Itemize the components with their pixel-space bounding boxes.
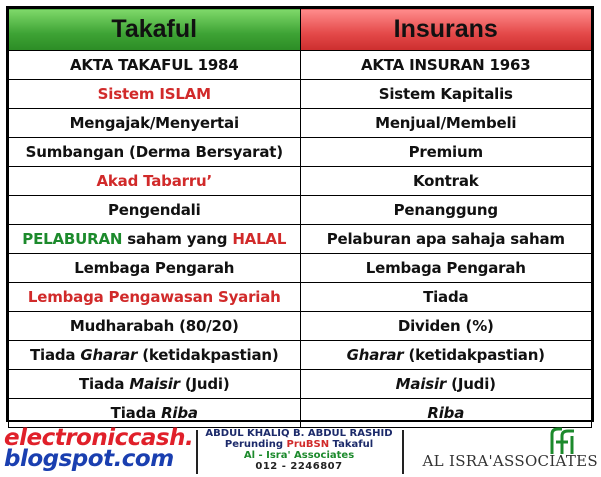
cell-text: Premium <box>408 143 483 161</box>
comparison-table <box>6 6 594 422</box>
cell-text: saham yang <box>122 230 233 248</box>
takaful-cell <box>9 138 301 167</box>
insurans-cell <box>300 167 592 196</box>
blog-url <box>4 425 194 474</box>
insurans-cell <box>300 312 592 341</box>
takaful-cell <box>9 196 301 225</box>
table-row <box>9 283 592 312</box>
cell-text: Maisir <box>129 375 180 393</box>
cell-text: Pengendali <box>107 201 201 219</box>
header-takaful: Takaful <box>9 9 301 51</box>
cell-text: Sistem ISLAM <box>97 85 211 103</box>
table-row <box>9 254 592 283</box>
table-body <box>9 51 592 428</box>
takaful-cell <box>9 341 301 370</box>
table-row <box>9 109 592 138</box>
cell-text: Lembaga Pengarah <box>365 259 526 277</box>
takaful-cell <box>9 80 301 109</box>
takaful-cell <box>9 254 301 283</box>
al-isra-logo-text: AL ISRA'ASSOCIATES <box>422 452 598 470</box>
table-row <box>9 370 592 399</box>
takaful-cell <box>9 370 301 399</box>
cell-text: PELABURAN <box>22 230 123 248</box>
cell-text: Gharar <box>80 346 138 364</box>
header-insurans: Insurans <box>300 9 592 51</box>
cell-text: Tiada <box>423 288 469 306</box>
cell-text: Dividen (%) <box>397 317 494 335</box>
header-row <box>9 9 592 51</box>
insurans-cell <box>300 196 592 225</box>
table-row <box>9 138 592 167</box>
cell-text: HALAL <box>232 230 287 248</box>
takaful-cell <box>9 225 301 254</box>
insurans-cell <box>300 283 592 312</box>
takaful-cell <box>9 283 301 312</box>
insurans-cell <box>300 51 592 80</box>
insurans-cell <box>300 109 592 138</box>
cell-text: Tiada <box>110 404 162 422</box>
insurans-cell <box>300 225 592 254</box>
agent-association: Al - Isra' Associates <box>243 450 355 461</box>
table-row <box>9 225 592 254</box>
blog-url-line1: electroniccash. <box>4 425 194 451</box>
cell-text: Penanggung <box>393 201 498 219</box>
blog-url-line2: blogspot.com <box>4 446 174 472</box>
table-row <box>9 312 592 341</box>
cell-text: Sumbangan (Derma Bersyarat) <box>25 143 283 161</box>
cell-text: AKTA INSURAN 1963 <box>360 56 531 74</box>
cell-text: Lembaga Pengarah <box>74 259 235 277</box>
takaful-cell <box>9 109 301 138</box>
agent-name: ABDUL KHALIQ B. ABDUL RASHID <box>205 428 393 439</box>
cell-text: (ketidakpastian) <box>403 346 545 364</box>
cell-text: Mengajak/Menyertai <box>69 114 239 132</box>
cell-text: Akad Tabarru’ <box>96 172 213 190</box>
table-row <box>9 341 592 370</box>
cell-text: Sistem Kapitalis <box>378 85 513 103</box>
table-row <box>9 51 592 80</box>
agent-role: Perunding PruBSN Takaful <box>224 439 374 450</box>
cell-text: Gharar <box>346 346 404 364</box>
cell-text: Mudharabah (80/20) <box>69 317 239 335</box>
table-row <box>9 196 592 225</box>
cell-text: AKTA TAKAFUL 1984 <box>69 56 239 74</box>
agent-brand: PruBSN <box>286 439 330 450</box>
insurans-cell <box>300 80 592 109</box>
insurans-cell <box>300 341 592 370</box>
cell-text: Menjual/Membeli <box>375 114 517 132</box>
divider <box>402 430 404 474</box>
cell-text: Riba <box>161 404 198 422</box>
cell-text: (Judi) <box>179 375 230 393</box>
cell-text: Riba <box>427 404 465 422</box>
takaful-cell <box>9 312 301 341</box>
insurans-cell <box>300 138 592 167</box>
table-row <box>9 80 592 109</box>
footer-banner <box>0 424 601 477</box>
insurans-cell <box>300 370 592 399</box>
cell-text: (ketidakpastian) <box>137 346 279 364</box>
insurans-cell <box>300 254 592 283</box>
cell-text: Lembaga Pengawasan Syariah <box>27 288 281 306</box>
cell-text: Tiada <box>29 346 81 364</box>
takaful-cell <box>9 167 301 196</box>
cell-text: Tiada <box>78 375 130 393</box>
agent-phone: 012 - 2246807 <box>255 461 343 472</box>
cell-text: (Judi) <box>446 375 496 393</box>
comparison-grid <box>8 8 592 428</box>
cell-text: Pelaburan apa sahaja saham <box>326 230 565 248</box>
agent-info <box>200 428 398 474</box>
table-row <box>9 167 592 196</box>
cell-text: Maisir <box>395 375 447 393</box>
cell-text: Kontrak <box>412 172 479 190</box>
takaful-cell <box>9 51 301 80</box>
divider <box>196 430 198 474</box>
